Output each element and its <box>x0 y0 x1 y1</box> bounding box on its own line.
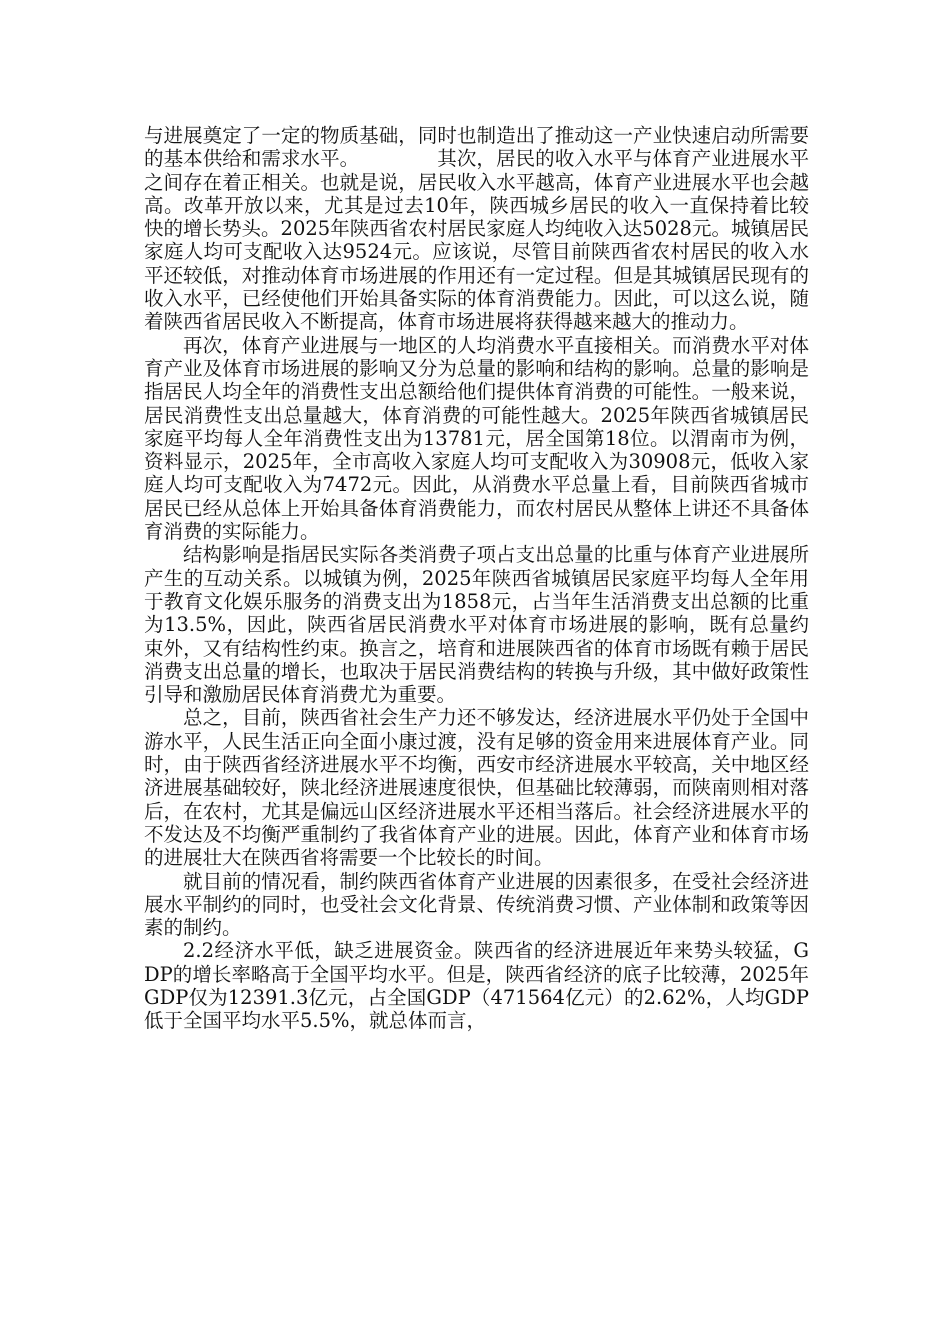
document-body <box>144 124 809 1033</box>
paragraph-section-2-2: 2.2经济水平低，缺乏进展资金。陕西省的经济进展近年来势头较猛，GDP的增长率略高于全国平均水平。但是，陕西省经济的底子比较薄，2025年GDP仅为12391.3亿元，占全国GDP（471564亿元）的2.62%，人均GDP低于全国平均水平5.5%，就总体而言， <box>144 939 809 1033</box>
paragraph-lead-text: 与进展奠定了一定的物质基础，同时也制造出了推动这一产业快速启动所需要的基本供给和需求水平。 <box>144 124 809 171</box>
paragraph-summary: 总之，目前，陕西省社会生产力还不够发达，经济进展水平仍处于全国中游水平，人民生活正向全面小康过渡，没有足够的资金用来进展体育产业。同时，由于陕西省经济进展水平不均衡，西安市经济进展水平较高，关中地区经济进展基础较好，陕北经济进展速度很快，但基础比较薄弱，而陕南则相对落后，在农村，尤其是偏远山区经济进展水平还相当落后。社会经济进展水平的不发达及不均衡严重制约了我省体育产业的进展。因此，体育产业和体育市场的进展壮大在陕西省将需要一个比较长的时间。 <box>144 706 809 870</box>
paragraph-consumption-level: 再次，体育产业进展与一地区的人均消费水平直接相关。而消费水平对体育产业及体育市场进展的影响又分为总量的影响和结构的影响。总量的影响是指居民人均全年的消费性支出总额给他们提供体育消费的可能性。一般来说，居民消费性支出总量越大，体育消费的可能性越大。2025年陕西省城镇居民家庭平均每人全年消费性支出为13781元，居全国第18位。以渭南市为例， 资料显示，2025年，全市高收入家庭人均可支配收入为30908元，低收入家庭人均可支配收入为7472元。因此，从消费水平总量上看，目前陕西省城市居民已经从总体上开始具备体育消费能力，而农村居民从整体上讲还不具备体育消费的实际能力。 <box>144 333 809 544</box>
paragraph-text: 其次，居民的收入水平与体育产业进展水平之间存在着正相关。也就是说，居民收入水平越高，体育产业进展水平也会越高。改革开放以来，尤其是过去10年，陕西城乡居民的收入一直保持着比较快的增长势头。2025年陕西省农村居民家庭人均纯收入达5028元。城镇居民家庭人均可支配收入达9524元。应该说，尽管目前陕西省农村居民的收入水平还较低，对推动体育市场进展的作用还有一定过程。但是其城镇居民现有的收入水平，已经使他们开始具备实际的体育消费能力。因此，可以这么说，随着陕西省居民收入不断提高，体育市场进展将获得越来越大的推动力。 <box>144 147 809 334</box>
paragraph-income <box>144 124 809 334</box>
paragraph-consumption-structure: 结构影响是指居民实际各类消费子项占支出总量的比重与体育产业进展所产生的互动关系。以城镇为例，2025年陕西省城镇居民家庭平均每人全年用于教育文化娱乐服务的消费支出为1858元，占当年生活消费支出总额的比重为13.5%，因此，陕西省居民消费水平对体育市场进展的影响，既有总量约束外，又有结构性约束。换言之，培育和进展陕西省的体育市场既有赖于居民消费支出总量的增长，也取决于居民消费结构的转换与升级，其中做好政策性引导和激励居民体育消费尤为重要。 <box>144 543 809 707</box>
paragraph-factors: 就目前的情况看，制约陕西省体育产业进展的因素很多，在受社会经济进展水平制约的同时，也受社会文化背景、传统消费习惯、产业体制和政策等因素的制约。 <box>144 869 809 940</box>
